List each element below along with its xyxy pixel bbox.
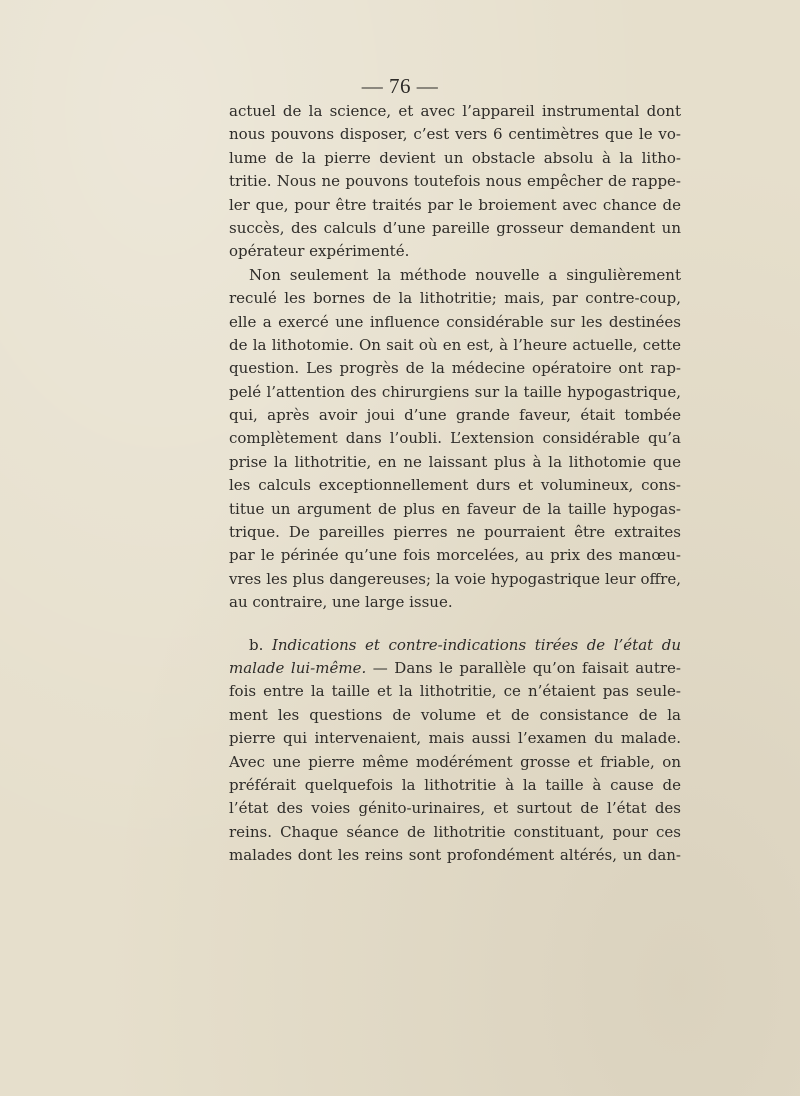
- text-line: reculé les bornes de la lithotritie; mais, par contre-coup,: [229, 289, 681, 308]
- section-heading-line: [229, 634, 681, 657]
- text-line: nous pouvons disposer, c’est vers 6 centimètres que le vo-: [229, 125, 681, 144]
- text-line: question. Les progrès de la médecine opératoire ont rap-: [229, 359, 681, 378]
- text-line: actuel de la science, et avec l’appareil instrumental dont: [229, 102, 681, 120]
- text-line: reins. Chaque séance de lithotritie constituant, pour ces: [229, 822, 681, 841]
- text-line: au contraire, une large issue.: [229, 593, 453, 612]
- paragraph-1: [229, 100, 681, 264]
- text-line: tritie. Nous ne pouvons toutefois nous empêcher de rappe-: [229, 172, 681, 191]
- text-line: vres les plus dangereuses; la voie hypogastrique leur offre,: [229, 569, 681, 588]
- text-line: malades dont les reins sont profondément altérés, un dan-: [229, 846, 681, 865]
- section-title-continued: malade lui-même.: [229, 658, 367, 677]
- text-line: succès, des calculs d’une pareille grosseur demandent un: [229, 218, 681, 237]
- text-line: préférait quelquefois la lithotritie à la taille à cause de: [229, 775, 681, 794]
- section-label: b.: [249, 635, 264, 654]
- text-line: de la lithotomie. On sait où en est, à l’heure actuelle, cette: [229, 335, 681, 354]
- text-line: opérateur expérimenté.: [229, 242, 410, 261]
- page-number: — 76 —: [361, 74, 439, 98]
- paragraph-2: [229, 264, 681, 615]
- text-line: Non seulement la méthode nouvelle a singulièrement: [249, 265, 681, 284]
- text-line: les calculs exceptionnellement durs et volumineux, cons-: [229, 476, 681, 495]
- text-line: qui, après avoir joui d’une grande faveur, était tombée: [229, 406, 681, 425]
- text-line: par le périnée qu’une fois morcelées, au prix des manœu-: [229, 546, 681, 565]
- text-line: ment les questions de volume et de consistance de la: [229, 705, 681, 724]
- text-line: Avec une pierre même modérément grosse et friable, on: [229, 752, 681, 771]
- text-line: l’état des voies génito-urinaires, et surtout de l’état des: [229, 799, 681, 818]
- section-heading-line-2: [229, 657, 681, 680]
- text-line: lume de la pierre devient un obstacle absolu à la litho-: [229, 148, 681, 167]
- paragraph-spacer: [229, 615, 681, 634]
- text-line: prise la lithotritie, en ne laissant plus à la lithotomie que: [229, 452, 681, 471]
- text-line: fois entre la taille et la lithotritie, ce n’étaient pas seule-: [229, 682, 681, 701]
- text-line: complètement dans l’oubli. L’extension considérable qu’a: [229, 429, 681, 448]
- section-title: Indications et contre-indications tirées de l’état du: [271, 635, 681, 654]
- text-line: trique. De pareilles pierres ne pourraient être extraites: [229, 523, 681, 542]
- text-line: titue un argument de plus en faveur de la taille hypogas-: [229, 499, 681, 518]
- text-line: pelé l’attention des chirurgiens sur la taille hypogastrique,: [229, 382, 681, 401]
- text-line: ler que, pour être traités par le broiement avec chance de: [229, 195, 681, 214]
- section-b: [229, 634, 681, 868]
- text-line: elle a exercé une influence considérable sur les destinées: [229, 312, 681, 331]
- section-text-start: — Dans le parallèle qu’on faisait autre-: [366, 658, 681, 677]
- body-text: [229, 100, 681, 868]
- text-line: pierre qui intervenaient, mais aussi l’examen du malade.: [229, 729, 681, 748]
